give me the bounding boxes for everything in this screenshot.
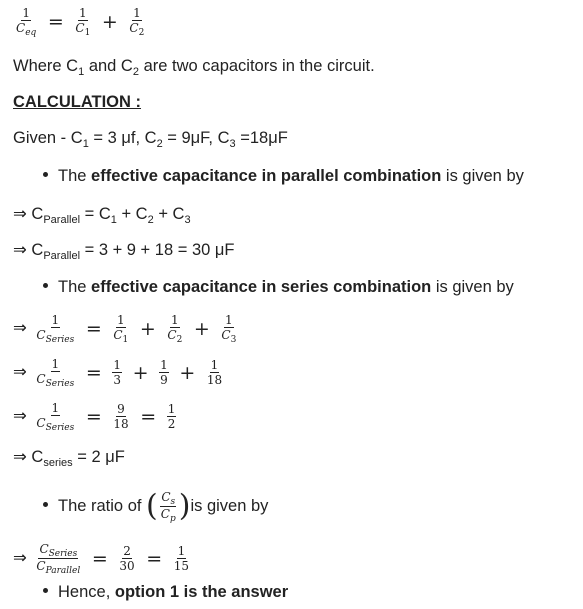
series-equation-values: ⇒ $\frac{1}{C_{Series}}$ = $\frac{1}{3}$ + $\frac{1}{9}$ + $\frac{1}{18}$ (13, 357, 223, 389)
fraction-1-over-c2: $\frac{1}{C_2}$ (129, 6, 145, 38)
bullet-ratio: The ratio of ( $\frac{C_s}{C_p}$ )is given by (43, 490, 268, 523)
parallel-equation: ⇒ $C_{Parallel} = C_1 + C_2 + C_3$ (13, 205, 191, 226)
bullet-dot-icon (43, 283, 48, 288)
bullet-dot-icon (43, 502, 48, 507)
series-equation-simplified: ⇒ $\frac{1}{C_{Series}}$ = $\frac{9}{18}$ = $\frac{1}{2}$ (13, 401, 176, 433)
bullet-parallel: The effective capacitance in parallel combination is given by (43, 166, 524, 186)
formula-capacitance-series: $\frac{1}{C_{eq}}$ = $\frac{1}{C_1}$ + $\frac{1}{C_2}$ (16, 6, 145, 38)
bullet-dot-icon (43, 588, 48, 593)
given-values: Given - $C_1 = 3$ μf, $C_2 = 9\mu F$, $C_3 =18\mu F$ (13, 129, 288, 150)
calculation-heading: CALCULATION : (13, 93, 142, 111)
bullet-series: The effective capacitance in series combination is given by (43, 277, 514, 297)
ratio-equation: ⇒ $\frac{C_{Series}}{C_{Parallel}}$ = $\frac{2}{30}$ = $\frac{1}{15}$ (13, 542, 190, 576)
fraction-1-over-ceq: $\frac{1}{C_{eq}}$ (16, 6, 37, 38)
series-value: ⇒ $C_{series} = 2$ μF (13, 448, 125, 469)
parallel-value: ⇒ $C_{Parallel} = 3 + 9 + 18 = 30$ μF (13, 241, 235, 262)
fraction-1-over-c1: $\frac{1}{C_1}$ (75, 6, 91, 38)
series-equation-general: ⇒ $\frac{1}{C_{Series}}$ = $\frac{1}{C_1}$ + $\frac{1}{C_2}$ + $\frac{1}{C_3}$ (13, 313, 237, 345)
where-statement: Where $C_1$ and $C_2$ are two capacitors in the circuit. (13, 57, 375, 78)
bullet-dot-icon (43, 172, 48, 177)
bullet-answer: Hence, option 1 is the answer (43, 582, 288, 602)
